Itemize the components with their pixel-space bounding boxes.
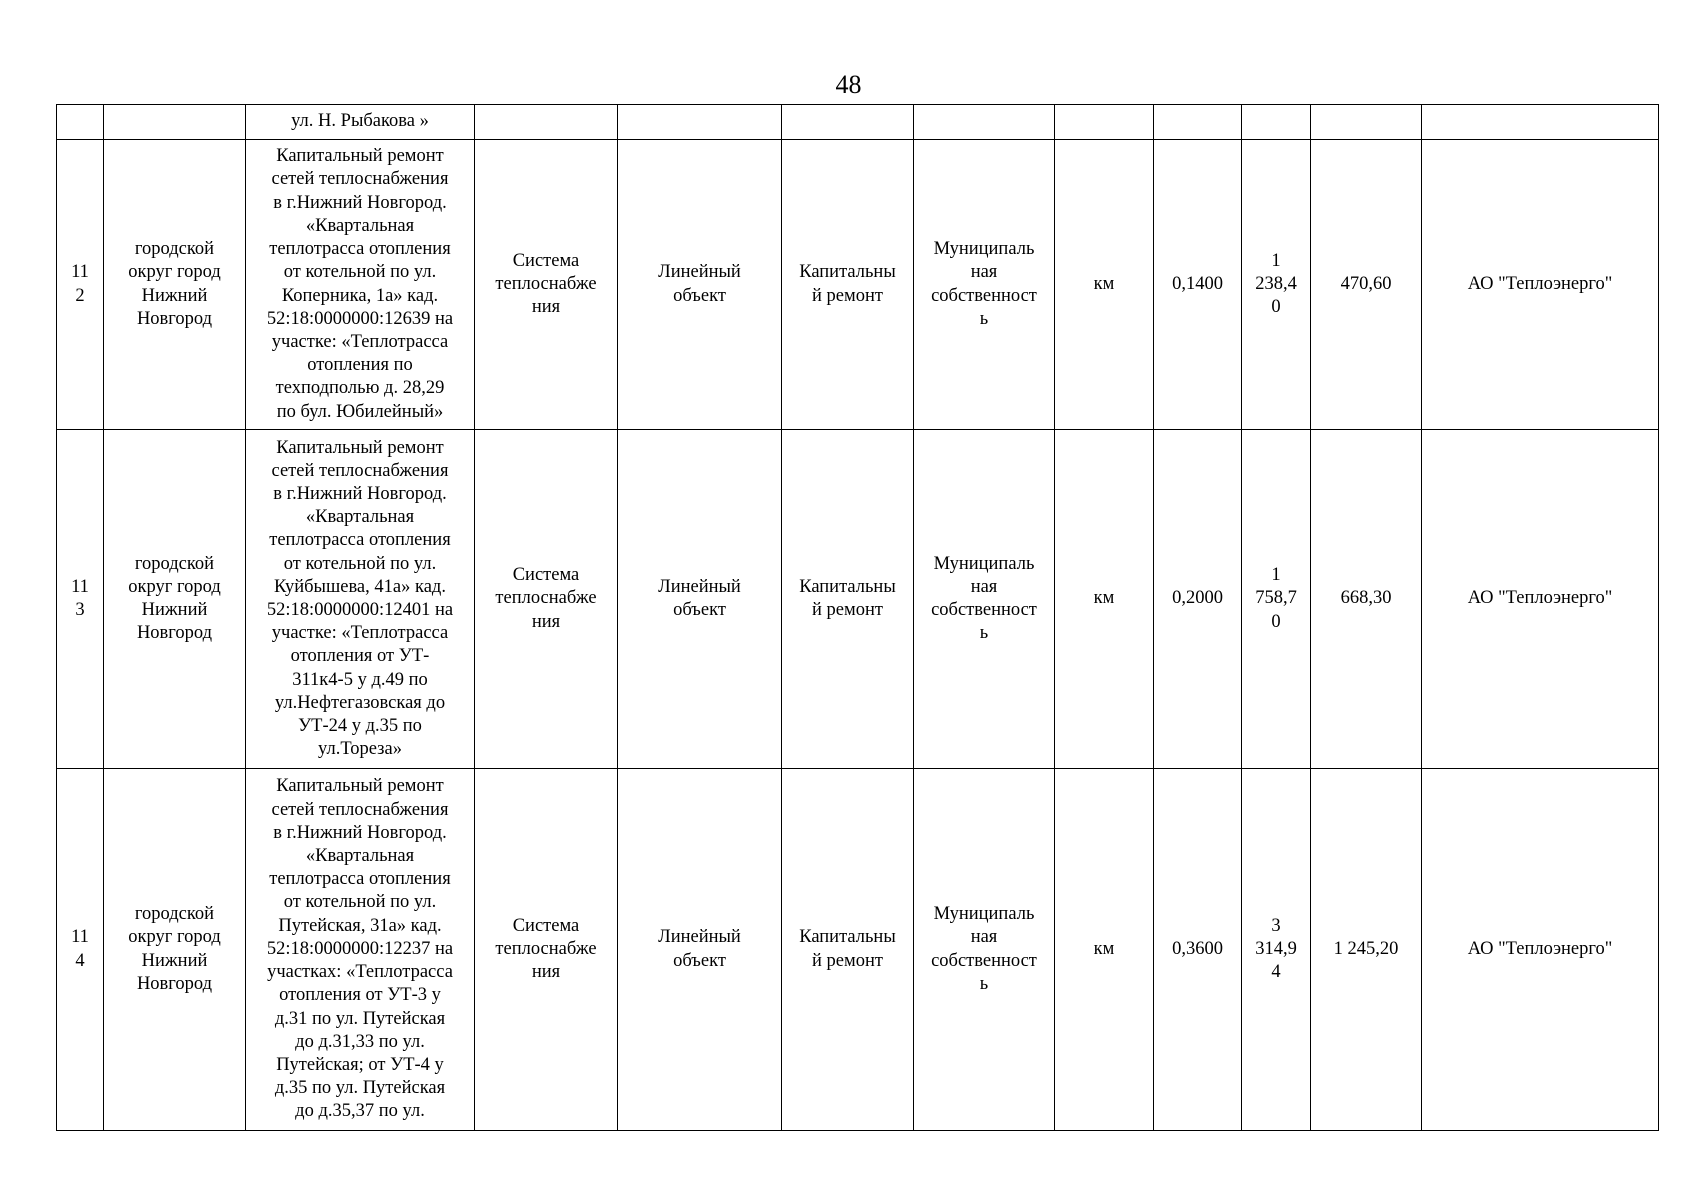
cell-num: 11 4: [57, 769, 104, 1131]
cell-ownership: Муниципаль ная собственност ь: [914, 140, 1055, 430]
cell-territory: городской округ город Нижний Новгород: [104, 769, 246, 1131]
cell-cost: 1 758,7 0: [1242, 430, 1311, 769]
cell-cost: 3 314,9 4: [1242, 769, 1311, 1131]
page-number: 48: [835, 70, 862, 99]
cell-cost: 1 238,4 0: [1242, 140, 1311, 430]
cell-value: [1311, 105, 1422, 140]
cell-ownership: Муниципаль ная собственност ь: [914, 769, 1055, 1131]
cell-organization: АО "Теплоэнерго": [1422, 140, 1659, 430]
cell-num: 11 2: [57, 140, 104, 430]
cell-ownership: [914, 105, 1055, 140]
cell-object-type: Линейный объект: [618, 430, 782, 769]
cell-description: ул. Н. Рыбакова »: [246, 105, 475, 140]
cell-description: Капитальный ремонт сетей теплоснабжения в г.Нижний Новгород. «Квартальная теплотрасса отопления от котельной по ул. Путейская, 31а» кад. 52:18:0000000:12237 на участках: «Теплотрасса отопления от УТ-3 у д.31 по ул. Путейская до д.31,33 по ул. Путейская; от УТ-4 у д.35 по ул. Путейская до д.35,37 по ул.: [246, 769, 475, 1131]
cell-organization: АО "Теплоэнерго": [1422, 430, 1659, 769]
cell-value: 1 245,20: [1311, 769, 1422, 1131]
cell-work-type: Капитальны й ремонт: [782, 769, 914, 1131]
cell-unit: км: [1055, 769, 1154, 1131]
cell-object-type: Линейный объект: [618, 140, 782, 430]
cell-system: Система теплоснабже ния: [475, 769, 618, 1131]
cell-system: Система теплоснабже ния: [475, 430, 618, 769]
cell-description: Капитальный ремонт сетей теплоснабжения в г.Нижний Новгород. «Квартальная теплотрасса отопления от котельной по ул. Коперника, 1а» кад. 52:18:0000000:12639 на участке: «Теплотрасса отопления по техподполью д. 28,29 по бул. Юбилейный»: [246, 140, 475, 430]
cell-length: [1154, 105, 1242, 140]
cell-organization: [1422, 105, 1659, 140]
cell-unit: км: [1055, 430, 1154, 769]
cell-system: Система теплоснабже ния: [475, 140, 618, 430]
cell-unit: [1055, 105, 1154, 140]
projects-table: [56, 104, 1659, 1131]
cell-description: Капитальный ремонт сетей теплоснабжения в г.Нижний Новгород. «Квартальная теплотрасса отопления от котельной по ул. Куйбышева, 41а» кад. 52:18:0000000:12401 на участке: «Теплотрасса отопления от УТ- 311к4-5 у д.49 по ул.Нефтегазовская до УТ-24 у д.35 по ул.Тореза»: [246, 430, 475, 769]
cell-system: [475, 105, 618, 140]
cell-num: [57, 105, 104, 140]
cell-value: 470,60: [1311, 140, 1422, 430]
cell-territory: городской округ город Нижний Новгород: [104, 430, 246, 769]
cell-ownership: Муниципаль ная собственност ь: [914, 430, 1055, 769]
cell-work-type: Капитальны й ремонт: [782, 140, 914, 430]
cell-unit: км: [1055, 140, 1154, 430]
cell-territory: [104, 105, 246, 140]
cell-work-type: Капитальны й ремонт: [782, 430, 914, 769]
table-row: [57, 769, 1659, 1131]
cell-organization: АО "Теплоэнерго": [1422, 769, 1659, 1131]
cell-object-type: [618, 105, 782, 140]
continuation-row: [57, 105, 1659, 140]
cell-territory: городской округ город Нижний Новгород: [104, 140, 246, 430]
cell-length: 0,2000: [1154, 430, 1242, 769]
cell-work-type: [782, 105, 914, 140]
cell-object-type: Линейный объект: [618, 769, 782, 1131]
cell-value: 668,30: [1311, 430, 1422, 769]
cell-length: 0,3600: [1154, 769, 1242, 1131]
cell-cost: [1242, 105, 1311, 140]
table-row: [57, 430, 1659, 769]
cell-num: 11 3: [57, 430, 104, 769]
cell-length: 0,1400: [1154, 140, 1242, 430]
table-row: [57, 140, 1659, 430]
